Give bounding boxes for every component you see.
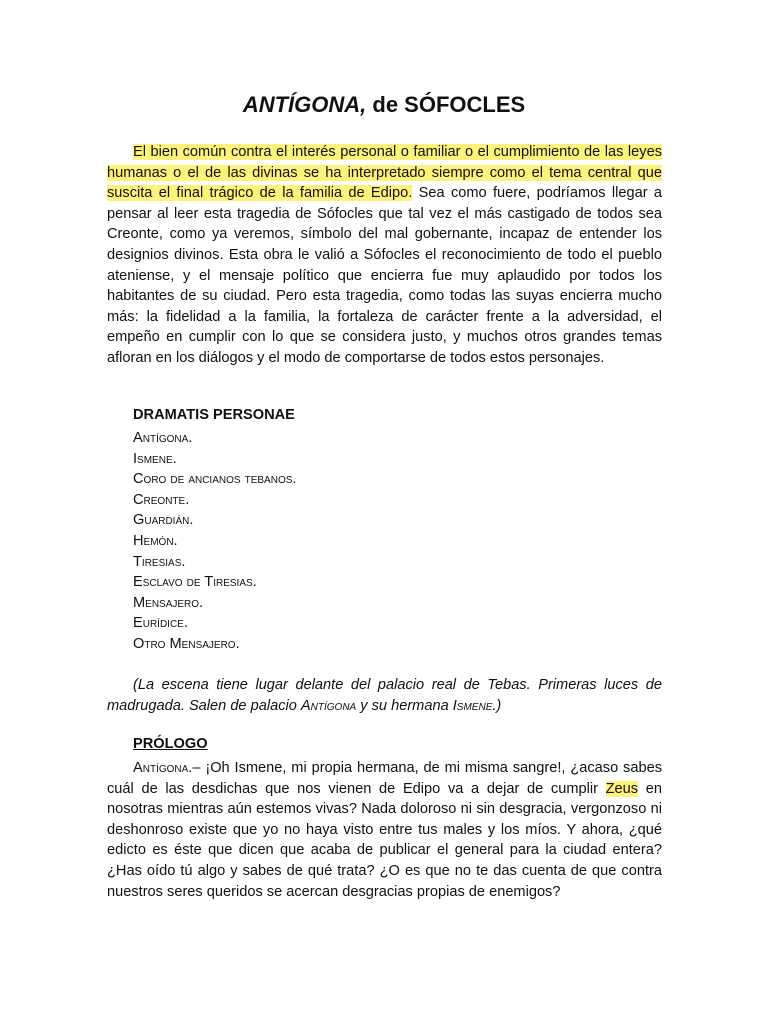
dialogue-paragraph [107, 758, 662, 902]
intro-text: Sea como fuere, podríamos llegar a pensar al leer esta tragedia de Sófocles que tal vez el más castigado de todos sea Creonte, como ya veremos, símbolo del mal gobernante, incapaz de entender los designios divinos. Esta obra le valió a Sófocles el reconocimiento de todo el pueblo ateniense, y el mensaje político que encierra fue muy aplaudido por todos los habitantes de su ciudad. Pero esta tragedia, como todas las suyas encierra mucho más: la fidelidad a la familia, la fortaleza de carácter frente a la adversidad, el empeño en cumplir con lo que se considera justo, y muchos otros grandes temas afloran en los diálogos y el modo de comportarse de todos estos personajes. [107, 185, 663, 366]
cast-item: Esclavo de Tiresias. [133, 574, 257, 591]
stage-character-name: Ismene [452, 697, 493, 714]
cast-item: Creonte. [133, 491, 190, 508]
stage-text: (La escena tiene lugar delante del palacio real de Tebas. Primeras luces de madrugada. Salen de palacio [107, 677, 662, 714]
title-author: de SÓFOCLES [366, 92, 526, 117]
intro-paragraph [107, 142, 662, 369]
dramatis-personae-heading: DRAMATIS PERSONAE [133, 407, 295, 423]
cast-item: Hemón. [133, 532, 178, 549]
cast-item: Ismene. [133, 450, 177, 467]
document-title [0, 92, 768, 118]
stage-character-name: Antígona [300, 697, 357, 714]
title-play-name: ANTÍGONA, [242, 92, 367, 117]
stage-direction [107, 675, 662, 716]
stage-text: .) [492, 697, 502, 714]
cast-list [133, 428, 296, 655]
cast-item: Mensajero. [133, 594, 204, 611]
stage-text: y su hermana [356, 697, 453, 714]
prologo-heading: PRÓLOGO [133, 736, 208, 752]
cast-item: Otro Mensajero. [133, 635, 240, 652]
intro-highlighted-text: El bien común contra el interés personal o familiar o el cumplimiento de las leyes humanas o el de las divinas se ha interpretado siempre como el tema central que suscita el final trágico de la familia de Edipo. [107, 144, 662, 202]
dialogue-text: .– ¡Oh Ismene, mi propia hermana, de mi misma sangre!, ¿acaso sabes cuál de las desdichas que nos vienen de Edipo va a dejar de cumplir [107, 760, 662, 797]
cast-item: Antígona. [133, 430, 193, 446]
speaker-name: Antígona [133, 760, 189, 776]
cast-item: Guardián. [133, 512, 194, 529]
highlighted-word: Zeus [605, 780, 639, 797]
cast-item: Coro de ancianos tebanos. [133, 471, 297, 488]
cast-item: Eurídice. [133, 615, 188, 632]
cast-item: Tiresias. [133, 553, 186, 570]
dialogue-text: en nosotras mientras aún estemos vivas? Nada doloroso ni sin desgracia, vergonzoso ni deshonroso existe que yo no haya visto entre tus males y los míos. Y ahora, ¿qué edicto es éste que dicen que acaba de publicar el general para la ciudad entera? ¿Has oído tú algo y sabes de qué trata? ¿O es que no te das cuenta de que contra nuestros seres queridos se acercan desgracias propias de enemigos? [107, 780, 662, 900]
